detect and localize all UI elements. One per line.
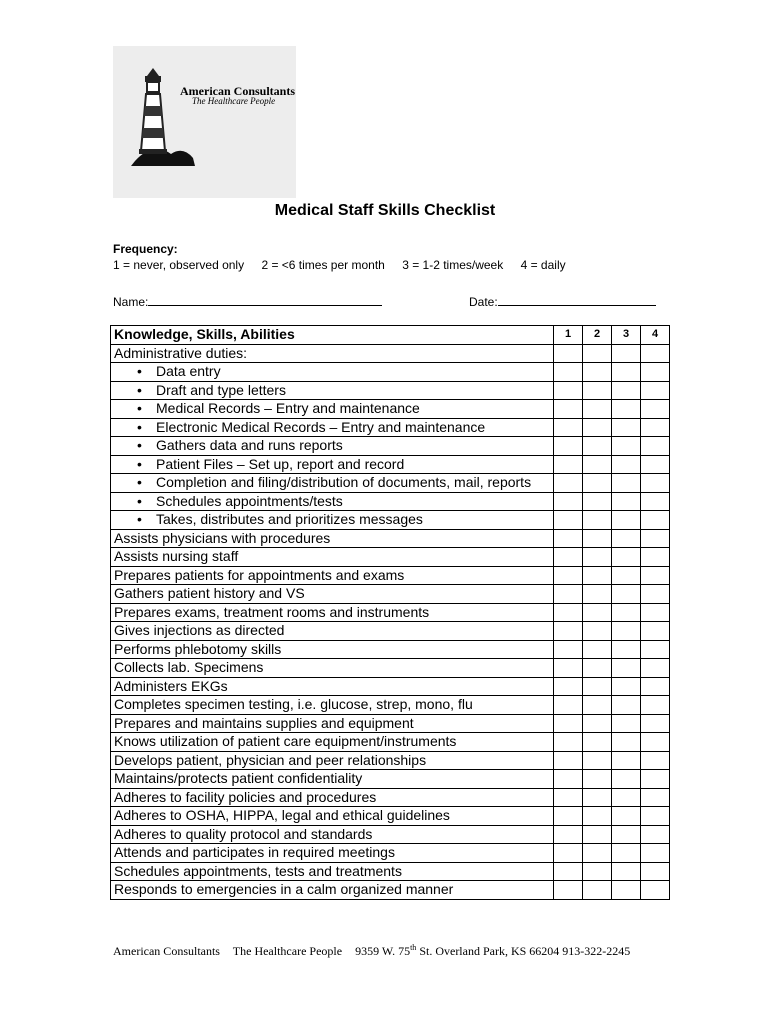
table-row	[111, 344, 670, 363]
name-field-row	[113, 293, 382, 309]
rating-cell-2[interactable]	[583, 881, 612, 900]
rating-cell-4[interactable]	[641, 733, 670, 752]
rating-cell-2[interactable]	[583, 585, 612, 604]
table-row	[111, 862, 670, 881]
skill-label: Responds to emergencies in a calm organized manner	[111, 881, 554, 900]
rating-cell-3[interactable]	[612, 492, 641, 511]
skill-label: Develops patient, physician and peer relationships	[111, 751, 554, 770]
rating-cell-4[interactable]	[641, 862, 670, 881]
rating-cell-1[interactable]	[554, 881, 583, 900]
rating-cell-4[interactable]	[641, 640, 670, 659]
skill-label: • Takes, distributes and prioritizes messages	[111, 511, 554, 530]
rating-cell-4[interactable]	[641, 511, 670, 530]
logo-company-name: American Consultants	[180, 84, 296, 98]
skill-label: • Draft and type letters	[111, 381, 554, 400]
rating-cell-3[interactable]	[612, 529, 641, 548]
table-row	[111, 492, 670, 511]
page-footer	[113, 943, 640, 959]
rating-cell-2[interactable]	[583, 492, 612, 511]
rating-cell-1[interactable]	[554, 418, 583, 437]
rating-cell-4[interactable]	[641, 770, 670, 789]
footer-address-sup: th	[410, 943, 417, 952]
skill-label: Adheres to quality protocol and standards	[111, 825, 554, 844]
date-field[interactable]	[498, 293, 656, 306]
skill-label: • Patient Files – Set up, report and record	[111, 455, 554, 474]
rating-cell-1[interactable]	[554, 363, 583, 382]
skill-label: Administers EKGs	[111, 677, 554, 696]
table-row	[111, 381, 670, 400]
rating-cell-2[interactable]	[583, 603, 612, 622]
rating-cell-2[interactable]	[583, 400, 612, 419]
rating-cell-1[interactable]	[554, 474, 583, 493]
rating-cell-4[interactable]	[641, 363, 670, 382]
skill-label: Schedules appointments, tests and treatments	[111, 862, 554, 881]
rating-cell-2[interactable]	[583, 677, 612, 696]
frequency-scale-4: 4 = daily	[520, 258, 566, 272]
rating-cell-2[interactable]	[583, 788, 612, 807]
skill-label: Assists physicians with procedures	[111, 529, 554, 548]
rating-cell-2[interactable]	[583, 751, 612, 770]
skill-label: Collects lab. Specimens	[111, 659, 554, 678]
table-header-skills: Knowledge, Skills, Abilities	[111, 326, 554, 345]
rating-cell-2[interactable]	[583, 474, 612, 493]
table-row	[111, 603, 670, 622]
footer-company: American Consultants	[113, 944, 220, 958]
rating-cell-2[interactable]	[583, 529, 612, 548]
rating-cell-2[interactable]	[583, 825, 612, 844]
rating-cell-3[interactable]	[612, 622, 641, 641]
skill-label: Administrative duties:	[111, 344, 554, 363]
frequency-scale-1: 1 = never, observed only	[113, 258, 245, 272]
rating-cell-1[interactable]	[554, 862, 583, 881]
skill-label: Prepares patients for appointments and exams	[111, 566, 554, 585]
rating-cell-2[interactable]	[583, 455, 612, 474]
rating-cell-1[interactable]	[554, 492, 583, 511]
rating-cell-1[interactable]	[554, 585, 583, 604]
skill-label: Prepares and maintains supplies and equipment	[111, 714, 554, 733]
table-row	[111, 659, 670, 678]
table-row	[111, 529, 670, 548]
rating-cell-1[interactable]	[554, 696, 583, 715]
skill-label: Assists nursing staff	[111, 548, 554, 567]
table-row	[111, 455, 670, 474]
rating-cell-2[interactable]	[583, 733, 612, 752]
rating-cell-1[interactable]	[554, 807, 583, 826]
rating-cell-3[interactable]	[612, 418, 641, 437]
rating-cell-1[interactable]	[554, 455, 583, 474]
rating-cell-1[interactable]	[554, 622, 583, 641]
rating-cell-3[interactable]	[612, 455, 641, 474]
rating-cell-2[interactable]	[583, 344, 612, 363]
rating-cell-1[interactable]	[554, 566, 583, 585]
rating-cell-4[interactable]	[641, 400, 670, 419]
table-row	[111, 566, 670, 585]
rating-cell-3[interactable]	[612, 881, 641, 900]
rating-cell-1[interactable]	[554, 844, 583, 863]
frequency-scale	[113, 258, 580, 272]
rating-cell-2[interactable]	[583, 696, 612, 715]
table-row	[111, 770, 670, 789]
rating-cell-4[interactable]	[641, 418, 670, 437]
rating-cell-4[interactable]	[641, 659, 670, 678]
frequency-scale-3: 3 = 1-2 times/week	[402, 258, 504, 272]
rating-cell-4[interactable]	[641, 344, 670, 363]
rating-cell-1[interactable]	[554, 381, 583, 400]
rating-cell-2[interactable]	[583, 437, 612, 456]
rating-cell-3[interactable]	[612, 603, 641, 622]
rating-cell-1[interactable]	[554, 751, 583, 770]
rating-cell-4[interactable]	[641, 603, 670, 622]
rating-cell-3[interactable]	[612, 770, 641, 789]
rating-cell-2[interactable]	[583, 844, 612, 863]
rating-cell-1[interactable]	[554, 400, 583, 419]
rating-cell-1[interactable]	[554, 677, 583, 696]
table-row	[111, 548, 670, 567]
lighthouse-icon	[113, 46, 296, 198]
table-row	[111, 511, 670, 530]
rating-cell-3[interactable]	[612, 381, 641, 400]
table-row	[111, 844, 670, 863]
rating-cell-3[interactable]	[612, 733, 641, 752]
date-field-row	[469, 293, 656, 309]
table-row	[111, 881, 670, 900]
rating-cell-1[interactable]	[554, 640, 583, 659]
rating-cell-3[interactable]	[612, 677, 641, 696]
rating-cell-2[interactable]	[583, 862, 612, 881]
rating-cell-4[interactable]	[641, 474, 670, 493]
skill-label: Maintains/protects patient confidentiality	[111, 770, 554, 789]
rating-cell-2[interactable]	[583, 770, 612, 789]
page-title: Medical Staff Skills Checklist	[274, 202, 496, 219]
rating-cell-1[interactable]	[554, 733, 583, 752]
rating-cell-1[interactable]	[554, 603, 583, 622]
frequency-scale-2: 2 = <6 times per month	[261, 258, 385, 272]
table-row	[111, 400, 670, 419]
table-row	[111, 807, 670, 826]
rating-cell-3[interactable]	[612, 659, 641, 678]
rating-cell-4[interactable]	[641, 825, 670, 844]
rating-cell-1[interactable]	[554, 437, 583, 456]
rating-cell-1[interactable]	[554, 770, 583, 789]
skill-label: • Medical Records – Entry and maintenance	[111, 400, 554, 419]
skills-checklist-table	[110, 325, 670, 900]
rating-cell-2[interactable]	[583, 548, 612, 567]
rating-cell-3[interactable]	[612, 844, 641, 863]
frequency-label: Frequency:	[113, 242, 178, 256]
table-header-col-4: 4	[641, 326, 670, 345]
rating-cell-3[interactable]	[612, 788, 641, 807]
footer-address-rest: St. Overland Park, KS 66204 913-322-2245	[416, 944, 631, 958]
skill-label: Completes specimen testing, i.e. glucose, strep, mono, flu	[111, 696, 554, 715]
table-row	[111, 733, 670, 752]
rating-cell-3[interactable]	[612, 566, 641, 585]
table-row	[111, 474, 670, 493]
rating-cell-2[interactable]	[583, 418, 612, 437]
rating-cell-4[interactable]	[641, 548, 670, 567]
rating-cell-4[interactable]	[641, 751, 670, 770]
footer-address	[355, 944, 630, 958]
table-row	[111, 788, 670, 807]
table-row	[111, 714, 670, 733]
rating-cell-3[interactable]	[612, 437, 641, 456]
skill-label: Adheres to facility policies and procedures	[111, 788, 554, 807]
table-header-col-3: 3	[612, 326, 641, 345]
name-label: Name:	[113, 295, 149, 309]
table-row	[111, 585, 670, 604]
skill-label: Attends and participates in required meetings	[111, 844, 554, 863]
date-label: Date:	[469, 295, 498, 309]
table-row	[111, 696, 670, 715]
table-header-col-1: 1	[554, 326, 583, 345]
rating-cell-4[interactable]	[641, 381, 670, 400]
rating-cell-4[interactable]	[641, 622, 670, 641]
rating-cell-3[interactable]	[612, 585, 641, 604]
skill-label: Adheres to OSHA, HIPPA, legal and ethical guidelines	[111, 807, 554, 826]
rating-cell-2[interactable]	[583, 807, 612, 826]
rating-cell-2[interactable]	[583, 511, 612, 530]
skill-label: Gathers patient history and VS	[111, 585, 554, 604]
rating-cell-4[interactable]	[641, 585, 670, 604]
rating-cell-3[interactable]	[612, 825, 641, 844]
rating-cell-2[interactable]	[583, 640, 612, 659]
rating-cell-2[interactable]	[583, 363, 612, 382]
table-row	[111, 622, 670, 641]
rating-cell-1[interactable]	[554, 511, 583, 530]
rating-cell-2[interactable]	[583, 566, 612, 585]
table-row	[111, 825, 670, 844]
rating-cell-3[interactable]	[612, 807, 641, 826]
table-row	[111, 677, 670, 696]
rating-cell-3[interactable]	[612, 344, 641, 363]
table-header-col-2: 2	[583, 326, 612, 345]
table-row	[111, 437, 670, 456]
rating-cell-2[interactable]	[583, 714, 612, 733]
rating-cell-1[interactable]	[554, 714, 583, 733]
rating-cell-2[interactable]	[583, 659, 612, 678]
table-row	[111, 751, 670, 770]
logo-tagline: The Healthcare People	[192, 96, 276, 106]
rating-cell-3[interactable]	[612, 862, 641, 881]
skill-label: Performs phlebotomy skills	[111, 640, 554, 659]
rating-cell-4[interactable]	[641, 566, 670, 585]
rating-cell-4[interactable]	[641, 529, 670, 548]
skill-label: • Completion and filing/distribution of documents, mail, reports	[111, 474, 554, 493]
table-row	[111, 640, 670, 659]
rating-cell-3[interactable]	[612, 474, 641, 493]
skill-label: • Data entry	[111, 363, 554, 382]
skill-label: Prepares exams, treatment rooms and instruments	[111, 603, 554, 622]
rating-cell-4[interactable]	[641, 844, 670, 863]
rating-cell-3[interactable]	[612, 548, 641, 567]
rating-cell-3[interactable]	[612, 640, 641, 659]
rating-cell-1[interactable]	[554, 548, 583, 567]
rating-cell-3[interactable]	[612, 714, 641, 733]
rating-cell-3[interactable]	[612, 400, 641, 419]
rating-cell-1[interactable]	[554, 659, 583, 678]
table-row	[111, 363, 670, 382]
rating-cell-3[interactable]	[612, 751, 641, 770]
rating-cell-1[interactable]	[554, 788, 583, 807]
rating-cell-2[interactable]	[583, 381, 612, 400]
rating-cell-4[interactable]	[641, 714, 670, 733]
table-header-row	[111, 326, 670, 345]
skill-label: Knows utilization of patient care equipment/instruments	[111, 733, 554, 752]
skill-label: • Gathers data and runs reports	[111, 437, 554, 456]
rating-cell-4[interactable]	[641, 677, 670, 696]
table-row	[111, 418, 670, 437]
rating-cell-4[interactable]	[641, 807, 670, 826]
skill-label: • Electronic Medical Records – Entry and maintenance	[111, 418, 554, 437]
rating-cell-1[interactable]	[554, 825, 583, 844]
name-field[interactable]	[148, 293, 382, 306]
rating-cell-3[interactable]	[612, 696, 641, 715]
rating-cell-3[interactable]	[612, 363, 641, 382]
rating-cell-4[interactable]	[641, 437, 670, 456]
rating-cell-1[interactable]	[554, 344, 583, 363]
skill-label: Gives injections as directed	[111, 622, 554, 641]
rating-cell-4[interactable]	[641, 881, 670, 900]
rating-cell-4[interactable]	[641, 492, 670, 511]
company-logo	[113, 46, 296, 198]
skill-label: • Schedules appointments/tests	[111, 492, 554, 511]
rating-cell-4[interactable]	[641, 455, 670, 474]
footer-address-street: 9359 W. 75	[355, 944, 411, 958]
rating-cell-4[interactable]	[641, 788, 670, 807]
rating-cell-3[interactable]	[612, 511, 641, 530]
rating-cell-2[interactable]	[583, 622, 612, 641]
footer-tagline: The Healthcare People	[232, 944, 343, 958]
rating-cell-1[interactable]	[554, 529, 583, 548]
rating-cell-4[interactable]	[641, 696, 670, 715]
table-body	[111, 344, 670, 899]
